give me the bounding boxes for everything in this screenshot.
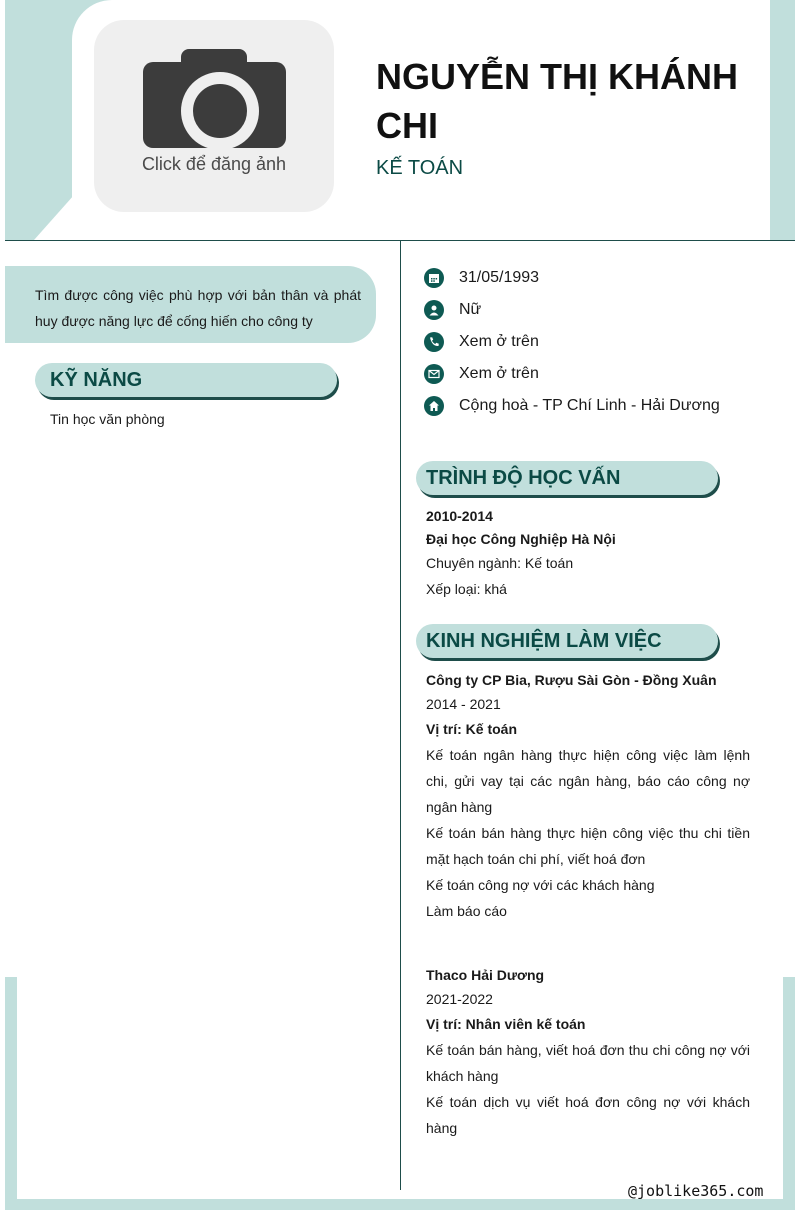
experience-heading: KINH NGHIỆM LÀM VIỆC bbox=[416, 624, 718, 658]
experience-company: Công ty CP Bia, Rượu Sài Gòn - Đồng Xuân bbox=[426, 672, 717, 688]
full-name: NGUYỄN THỊ KHÁNH CHI bbox=[376, 56, 739, 146]
experience-company: Thaco Hải Dương bbox=[426, 967, 545, 983]
contact-birthday bbox=[424, 268, 539, 288]
camera-lens-icon bbox=[181, 72, 259, 150]
education-entry bbox=[426, 504, 750, 602]
experience-duty: Kế toán công nợ với các khách hàng bbox=[426, 877, 655, 893]
address-value: Cộng hoà - TP Chí Linh - Hải Dương bbox=[459, 397, 720, 414]
photo-upload[interactable] bbox=[94, 20, 334, 212]
experience-position: Vị trí: Nhân viên kế toán bbox=[426, 1016, 586, 1032]
education-school: Đại học Công Nghiệp Hà Nội bbox=[426, 531, 616, 547]
education-period: 2010-2014 bbox=[426, 508, 493, 524]
header-corner bbox=[34, 195, 74, 240]
user-icon bbox=[424, 300, 444, 320]
gender-value: Nữ bbox=[459, 301, 482, 318]
experience-duty: Kế toán bán hàng, viết hoá đơn thu chi công nợ với khách hàng bbox=[426, 1042, 750, 1084]
experience-entry bbox=[426, 963, 750, 1141]
skills-heading: KỸ NĂNG bbox=[35, 363, 337, 397]
contact-email bbox=[424, 364, 539, 384]
experience-duty: Kế toán bán hàng thực hiện công việc thu chi tiền mặt hạch toán chi phí, viết hoá đơn bbox=[426, 825, 750, 867]
experience-period: 2014 - 2021 bbox=[426, 696, 501, 712]
footer-watermark: @joblike365.com bbox=[628, 1182, 764, 1200]
column-divider bbox=[400, 241, 401, 1190]
experience-duty: Làm báo cáo bbox=[426, 903, 507, 919]
career-objective: Tìm được công việc phù hợp với bản thân và phát huy được năng lực để cống hiến cho công ty bbox=[5, 266, 376, 343]
birthday-value: 31/05/1993 bbox=[459, 269, 540, 286]
experience-duty: Kế toán ngân hàng thực hiện công việc làm lệnh chi, gửi vay tại các ngân hàng, báo cáo công nợ ngân hàng bbox=[426, 747, 750, 815]
experience-period: 2021-2022 bbox=[426, 991, 493, 1007]
experience-entry bbox=[426, 668, 750, 924]
job-title: KẾ TOÁN bbox=[376, 157, 464, 179]
skill-item: Tin học văn phòng bbox=[50, 411, 165, 427]
email-value: Xem ở trên bbox=[459, 365, 539, 382]
education-grade: Xếp loại: khá bbox=[426, 581, 507, 597]
home-icon bbox=[424, 396, 444, 416]
calendar-icon bbox=[424, 268, 444, 288]
phone-icon bbox=[424, 332, 444, 352]
photo-upload-label: Click để đăng ảnh bbox=[141, 154, 287, 174]
education-major: Chuyên ngành: Kế toán bbox=[426, 555, 574, 571]
education-heading: TRÌNH ĐỘ HỌC VẤN bbox=[416, 461, 718, 495]
contact-phone bbox=[424, 332, 539, 352]
experience-duty: Kế toán dịch vụ viết hoá đơn công nợ với khách hàng bbox=[426, 1094, 750, 1136]
experience-position: Vị trí: Kế toán bbox=[426, 721, 518, 737]
contact-gender bbox=[424, 300, 481, 320]
phone-value: Xem ở trên bbox=[459, 333, 539, 350]
mail-icon bbox=[424, 364, 444, 384]
contact-address bbox=[424, 396, 720, 416]
